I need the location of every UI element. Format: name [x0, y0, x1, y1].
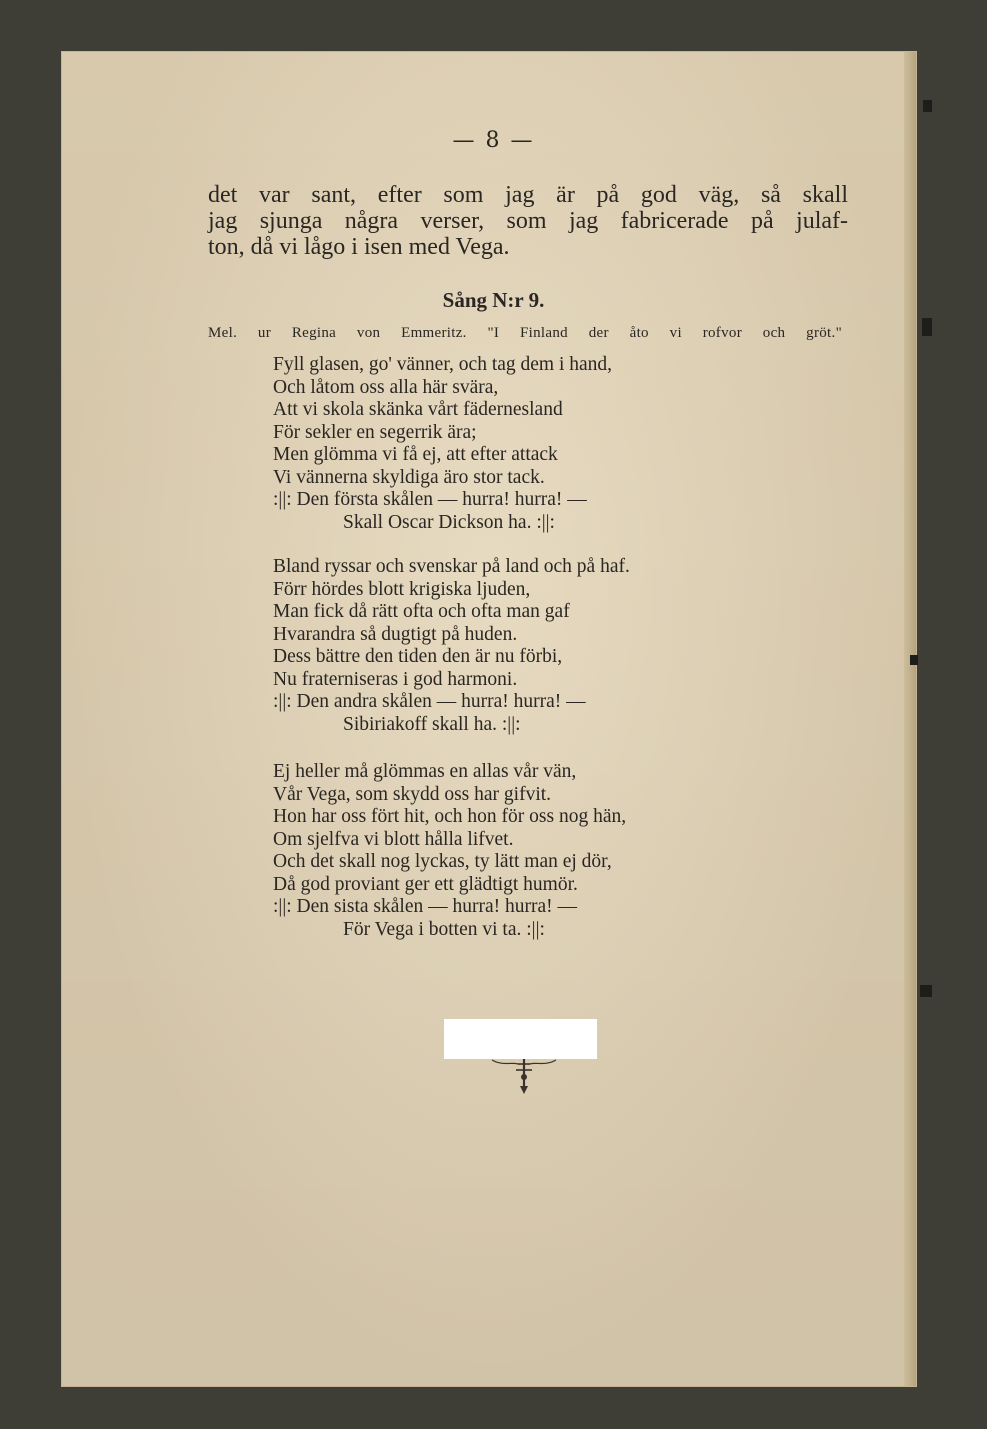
verse-line: Att vi skola skänka vårt fädernesland — [273, 399, 563, 420]
verse-line: :||: Den sista skålen — hurra! hurra! — — [273, 896, 578, 917]
verse-line: Bland ryssar och svenskar på land och på haf. — [273, 556, 630, 577]
intro-line: jag sjunga några verser, som jag fabricerade på julaf- — [208, 208, 848, 234]
verse-line: Fyll glasen, go' vänner, och tag dem i hand, — [273, 354, 613, 375]
stanza-2 — [273, 556, 630, 736]
page-edge — [904, 52, 916, 1386]
intro-paragraph — [208, 182, 848, 260]
song-title: Sång N:r 9. — [442, 288, 545, 312]
verse-line: Hvarandra så dugtigt på huden. — [273, 623, 518, 645]
refrain-line: För Vega i botten vi ta. :||: — [343, 918, 545, 940]
verse-line: Och låtom oss alla här svära, — [273, 376, 499, 398]
verse-line: :||: Den första skålen — hurra! hurra! — — [273, 489, 587, 510]
refrain-line: Sibiriakoff skall ha. :||: — [343, 713, 521, 735]
verse-line: Förr hördes blott krigiska ljuden, — [273, 578, 531, 600]
verse-line: Och det skall nog lyckas, ty lätt man ej dör, — [273, 851, 612, 872]
verse-line: Då god proviant ger ett glädtigt humör. — [273, 873, 578, 895]
edge-mark — [923, 100, 932, 112]
verse-line: Hon har oss fört hit, och hon för oss nog hän, — [273, 806, 627, 827]
refrain-line: Skall Oscar Dickson ha. :||: — [343, 511, 555, 533]
edge-mark — [922, 318, 932, 336]
stanza-1 — [273, 354, 612, 534]
verse-line: Dess bättre den tiden den är nu förbi, — [273, 646, 563, 667]
verse-line: Vår Vega, som skydd oss har gifvit. — [273, 783, 552, 805]
page-number: — 8 — — [452, 128, 535, 153]
redaction-box — [444, 1019, 597, 1059]
verse-line: Vi vännerna skyldiga äro stor tack. — [273, 466, 545, 488]
intro-line: ton, då vi lågo i isen med Vega. — [208, 234, 510, 260]
verse-line: Ej heller må glömmas en allas vår vän, — [273, 761, 577, 782]
verse-line: Man fick då rätt ofta och ofta man gaf — [273, 601, 570, 622]
edge-mark — [910, 655, 918, 665]
verse-line: :||: Den andra skålen — hurra! hurra! — — [273, 691, 586, 712]
intro-line: det var sant, efter som jag är på god väg, så skall — [208, 182, 848, 208]
verse-line: Nu fraterniseras i god harmoni. — [273, 668, 518, 690]
stanza-3 — [273, 761, 626, 941]
melody-note: Mel. ur Regina von Emmeritz. "I Finland der åto vi rofvor och gröt." — [208, 325, 842, 341]
edge-mark — [920, 985, 932, 997]
verse-line: För sekler en segerrik ära; — [273, 421, 477, 443]
verse-line: Om sjelfva vi blott hålla lifvet. — [273, 828, 514, 850]
verse-line: Men glömma vi få ej, att efter attack — [273, 444, 558, 465]
